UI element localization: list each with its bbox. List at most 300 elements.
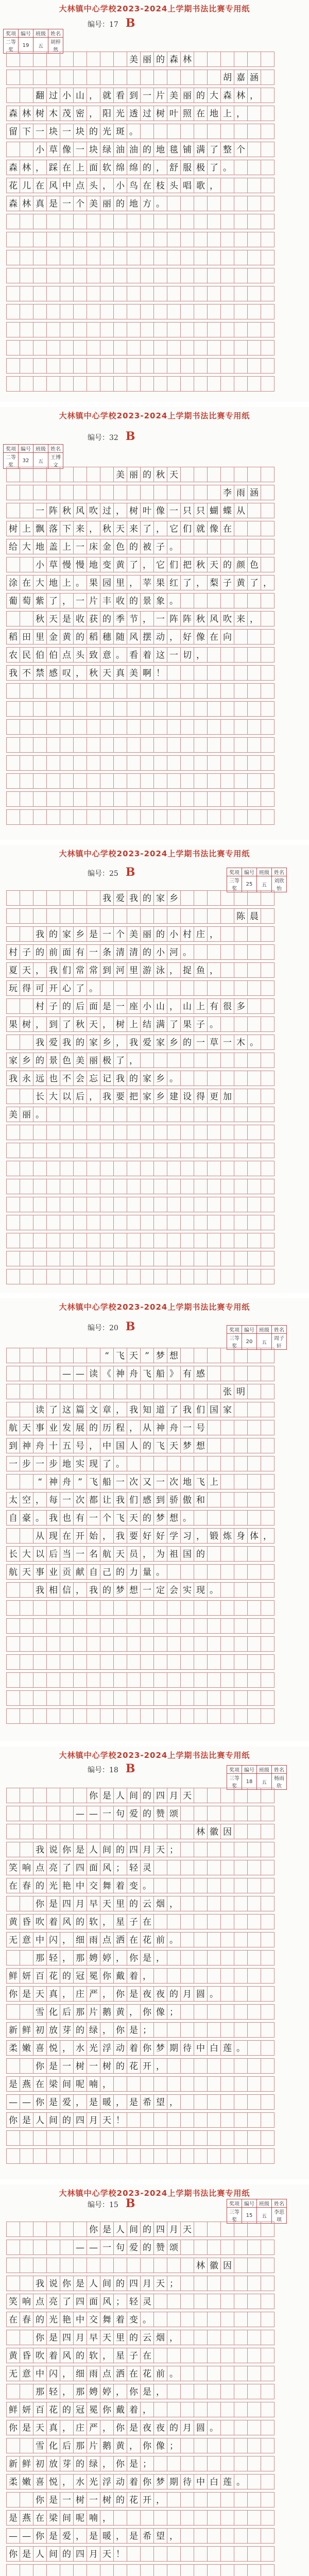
grid-cell: 绵 bbox=[127, 160, 141, 175]
grid-cell: 叶 bbox=[140, 503, 154, 518]
grid-cell bbox=[207, 737, 221, 753]
score-value: 李思琪 bbox=[272, 2208, 287, 2224]
grid-cell: 家 bbox=[140, 1089, 154, 1104]
grid-cell: 十 bbox=[46, 1438, 60, 1453]
grid-cell bbox=[180, 1600, 194, 1616]
grid-cell: ， bbox=[60, 1932, 74, 1947]
grid-cell bbox=[140, 214, 154, 229]
grid-cell: 小 bbox=[33, 557, 47, 572]
grid-cell: 芽 bbox=[60, 2456, 74, 2471]
grid-cell bbox=[194, 70, 208, 85]
grid-cell bbox=[247, 1438, 261, 1453]
grid-cell bbox=[220, 1071, 234, 1086]
grid-cell: 过 bbox=[100, 503, 114, 518]
grid-cell bbox=[247, 1366, 261, 1381]
grid-cell bbox=[87, 340, 100, 355]
grid-cell: 上 bbox=[60, 575, 74, 590]
grid-cell bbox=[234, 1950, 248, 1965]
grid-cell bbox=[20, 214, 33, 229]
grid-cell bbox=[220, 1654, 234, 1670]
grid-cell bbox=[247, 340, 261, 355]
grid-cell bbox=[33, 773, 47, 789]
grid-cell bbox=[220, 232, 234, 247]
grid-cell bbox=[220, 214, 234, 229]
grid-cell bbox=[73, 1618, 87, 1634]
grid-row bbox=[6, 2294, 274, 2309]
grid-cell bbox=[180, 1618, 194, 1634]
grid-cell bbox=[220, 2240, 234, 2255]
grid-cell: 头 bbox=[73, 647, 87, 663]
grid-cell bbox=[167, 250, 181, 265]
grid-cell: 赞 bbox=[153, 1806, 167, 1821]
grid-cell: 发 bbox=[60, 1420, 74, 1435]
grid-row bbox=[6, 1402, 274, 1417]
grid-cell: 燕 bbox=[20, 2076, 33, 2092]
grid-cell bbox=[194, 1233, 208, 1248]
grid-cell bbox=[261, 1053, 274, 1068]
grid-cell bbox=[234, 1860, 248, 1875]
grid-cell bbox=[194, 809, 208, 825]
grid-cell bbox=[234, 1932, 248, 1947]
grid-cell: 有 bbox=[207, 998, 221, 1014]
grid-cell bbox=[234, 1824, 248, 1839]
grid-cell: ； bbox=[167, 1842, 181, 1857]
grid-cell: 在 bbox=[33, 2076, 47, 2092]
grid-cell: 秋 bbox=[33, 611, 47, 626]
grid-cell: ， bbox=[73, 665, 87, 681]
grid-cell: 夜 bbox=[140, 2420, 154, 2435]
score-value: 杨雨欣 bbox=[272, 1774, 287, 1790]
grid-cell: 吹 bbox=[220, 611, 234, 626]
grid-cell: 间 bbox=[60, 2510, 74, 2526]
grid-cell bbox=[6, 557, 20, 572]
grid-cell: ， bbox=[60, 2474, 74, 2489]
grid-cell bbox=[194, 485, 208, 500]
grid-cell bbox=[46, 70, 60, 85]
grid-row bbox=[6, 2022, 274, 2038]
grid-cell: ， bbox=[140, 1546, 154, 1562]
grid-cell bbox=[247, 1824, 261, 1839]
score-header-row bbox=[227, 1766, 287, 1774]
grid-row bbox=[6, 719, 274, 735]
grid-cell: 子 bbox=[127, 1914, 141, 1929]
grid-cell bbox=[180, 2022, 194, 2038]
grid-cell bbox=[247, 2094, 261, 2110]
score-label: 奖项 bbox=[227, 2199, 242, 2208]
grid-cell bbox=[140, 1384, 154, 1399]
grid-cell: 看 bbox=[127, 647, 141, 663]
grid-cell: 的 bbox=[113, 2276, 127, 2291]
grid-cell: 美 bbox=[127, 665, 141, 681]
grid-cell: 是 bbox=[87, 926, 100, 942]
grid-cell bbox=[180, 683, 194, 699]
grid-cell bbox=[153, 2402, 167, 2417]
grid-row bbox=[6, 2564, 274, 2576]
grid-cell bbox=[261, 611, 274, 626]
grid-cell bbox=[20, 719, 33, 735]
grid-cell bbox=[60, 890, 74, 906]
grid-cell bbox=[73, 214, 87, 229]
grid-cell: 慢 bbox=[60, 557, 74, 572]
grid-cell bbox=[127, 1233, 141, 1248]
grid-row bbox=[6, 926, 274, 942]
grid-cell bbox=[127, 214, 141, 229]
grid-cell bbox=[207, 2004, 221, 2020]
grid-cell: 冕 bbox=[87, 2402, 100, 2417]
grid-cell: 在 bbox=[127, 2366, 141, 2381]
grid-row bbox=[6, 286, 274, 301]
grid-cell bbox=[247, 1914, 261, 1929]
grid-cell: 了 bbox=[140, 521, 154, 536]
grid-cell: 灵 bbox=[140, 2294, 154, 2309]
grid-cell bbox=[73, 2564, 87, 2576]
grid-cell bbox=[140, 1654, 154, 1670]
grid-cell bbox=[194, 1107, 208, 1122]
grid-cell: 历 bbox=[100, 1420, 114, 1435]
grid-cell: 鲜 bbox=[20, 2456, 33, 2471]
grid-cell: 感 bbox=[194, 1366, 208, 1381]
grid-cell: 百 bbox=[33, 2402, 47, 2417]
grid-cell bbox=[234, 1071, 248, 1086]
grid-cell bbox=[220, 2058, 234, 2074]
grid-row bbox=[6, 160, 274, 175]
grid-cell: 的 bbox=[100, 1582, 114, 1598]
grid-cell bbox=[261, 719, 274, 735]
grid-cell: 美 bbox=[87, 196, 100, 211]
grid-cell: 阵 bbox=[180, 611, 194, 626]
grid-cell bbox=[261, 1348, 274, 1363]
grid-cell: 大 bbox=[46, 1089, 60, 1104]
grid-cell: ” bbox=[140, 1348, 154, 1363]
grid-cell: 。 bbox=[220, 160, 234, 175]
grid-cell: 伯 bbox=[46, 647, 60, 663]
grid-cell bbox=[60, 1618, 74, 1634]
grid-cell: — bbox=[20, 2528, 33, 2544]
grid-cell bbox=[73, 1143, 87, 1158]
grid-cell bbox=[113, 1269, 127, 1284]
grid-cell: 的 bbox=[140, 467, 154, 482]
grid-cell: — bbox=[87, 2240, 100, 2255]
grid-cell bbox=[234, 1053, 248, 1068]
grid-cell bbox=[87, 250, 100, 265]
grid-cell bbox=[180, 539, 194, 554]
grid-cell bbox=[73, 1197, 87, 1212]
grid-cell bbox=[234, 340, 248, 355]
grid-cell: 变 bbox=[127, 1878, 141, 1893]
grid-cell: 真 bbox=[113, 665, 127, 681]
score-box bbox=[3, 444, 63, 469]
grid-cell: 体 bbox=[247, 1528, 261, 1544]
grid-cell bbox=[247, 521, 261, 536]
grid-cell: 中 bbox=[33, 2366, 47, 2381]
grade-mark: B bbox=[125, 430, 135, 443]
grid-cell bbox=[207, 1654, 221, 1670]
grid-cell bbox=[6, 503, 20, 518]
grid-cell: 着 bbox=[127, 1968, 141, 1984]
grid-cell: 一 bbox=[100, 2240, 114, 2255]
grid-cell bbox=[180, 2240, 194, 2255]
grid-cell: 绵 bbox=[113, 160, 127, 175]
grid-cell bbox=[220, 980, 234, 996]
grid-cell bbox=[220, 1582, 234, 1598]
grid-cell bbox=[247, 232, 261, 247]
grid-cell bbox=[167, 1251, 181, 1266]
grid-cell bbox=[180, 1708, 194, 1724]
grid-cell bbox=[87, 1233, 100, 1248]
grid-cell bbox=[247, 286, 261, 301]
grid-cell bbox=[113, 2564, 127, 2576]
grid-row bbox=[6, 593, 274, 608]
grid-cell bbox=[247, 1089, 261, 1104]
grid-cell: 梦 bbox=[153, 2040, 167, 2056]
grid-cell bbox=[194, 1456, 208, 1471]
grid-cell bbox=[100, 1618, 114, 1634]
grid-cell: ， bbox=[140, 557, 154, 572]
grid-cell: 学 bbox=[167, 1528, 181, 1544]
grid-cell bbox=[20, 1600, 33, 1616]
grid-cell: 颂 bbox=[167, 2240, 181, 2255]
grid-cell bbox=[207, 1510, 221, 1526]
score-box bbox=[227, 1325, 287, 1350]
grid-cell: 点 bbox=[33, 2294, 47, 2309]
grid-cell: 国 bbox=[113, 1438, 127, 1453]
grid-cell: 的 bbox=[100, 611, 114, 626]
grid-cell: 面 bbox=[87, 1860, 100, 1875]
grid-cell: 收 bbox=[113, 593, 127, 608]
grid-cell bbox=[127, 2510, 141, 2526]
grid-cell bbox=[261, 196, 274, 211]
grid-cell bbox=[87, 1269, 100, 1284]
grid-cell bbox=[234, 1546, 248, 1562]
grid-cell bbox=[261, 2094, 274, 2110]
grid-cell: 乡 bbox=[73, 926, 87, 942]
grid-cell bbox=[100, 70, 114, 85]
grid-cell: 你 bbox=[87, 2222, 100, 2237]
grid-cell bbox=[87, 214, 100, 229]
grid-cell: 以 bbox=[60, 1089, 74, 1104]
grid-cell bbox=[60, 358, 74, 374]
grid-cell: ， bbox=[33, 962, 47, 978]
grid-cell bbox=[127, 719, 141, 735]
grid-cell: 你 bbox=[100, 2402, 114, 2417]
grid-cell bbox=[261, 70, 274, 85]
grid-cell bbox=[247, 1600, 261, 1616]
grid-cell: 秋 bbox=[153, 467, 167, 482]
grid-cell: 一 bbox=[113, 1474, 127, 1489]
grid-cell: 要 bbox=[113, 1089, 127, 1104]
grid-cell: 红 bbox=[167, 575, 181, 590]
grid-cell: ， bbox=[87, 1089, 100, 1104]
grid-cell: ， bbox=[167, 629, 181, 645]
grid-cell bbox=[6, 1824, 20, 1839]
grid-cell bbox=[247, 1672, 261, 1688]
grid-cell bbox=[153, 1125, 167, 1140]
grid-cell bbox=[100, 737, 114, 753]
grid-cell bbox=[6, 737, 20, 753]
grid-cell bbox=[167, 214, 181, 229]
sheet-title: 大林镇中心学校2023-2024上学期书法比赛专用纸 bbox=[59, 2189, 250, 2198]
grid-cell: 大 bbox=[207, 88, 221, 103]
grid-cell: 得 bbox=[194, 1089, 208, 1104]
grid-cell bbox=[220, 1878, 234, 1893]
grid-cell: 。 bbox=[207, 1986, 221, 2002]
grid-cell: 光 bbox=[87, 2040, 100, 2056]
grid-cell: 留 bbox=[6, 124, 20, 139]
grid-row bbox=[6, 376, 274, 392]
grid-cell bbox=[20, 304, 33, 319]
grid-cell: 家 bbox=[153, 1035, 167, 1050]
grid-cell: ， bbox=[60, 593, 74, 608]
grid-cell bbox=[100, 1690, 114, 1706]
grid-cell bbox=[100, 52, 114, 67]
grid-cell: 的 bbox=[113, 1842, 127, 1857]
grid-cell bbox=[220, 1618, 234, 1634]
grid-cell: 面 bbox=[87, 998, 100, 1014]
grid-cell bbox=[261, 1564, 274, 1580]
grid-cell bbox=[87, 1824, 100, 1839]
grid-cell: 丽 bbox=[140, 926, 154, 942]
grid-cell bbox=[167, 1654, 181, 1670]
grid-cell bbox=[167, 340, 181, 355]
grid-cell: 文 bbox=[87, 1402, 100, 1417]
grid-cell bbox=[194, 268, 208, 283]
grid-cell bbox=[180, 719, 194, 735]
grid-cell bbox=[207, 1672, 221, 1688]
grid-row bbox=[6, 2330, 274, 2345]
grid-row bbox=[6, 467, 274, 482]
grid-cell: 山 bbox=[153, 998, 167, 1014]
grid-cell bbox=[113, 340, 127, 355]
grid-cell bbox=[87, 719, 100, 735]
grid-cell: 秋 bbox=[87, 665, 100, 681]
grid-cell bbox=[33, 791, 47, 807]
grid-cell bbox=[220, 1600, 234, 1616]
grid-cell: 下 bbox=[20, 124, 33, 139]
grid-cell bbox=[33, 1708, 47, 1724]
grid-cell bbox=[167, 358, 181, 374]
grid-cell bbox=[247, 1618, 261, 1634]
grid-cell: 了 bbox=[207, 142, 221, 157]
grid-cell: 地 bbox=[33, 539, 47, 554]
score-value: 20 bbox=[242, 1334, 257, 1350]
grid-cell: 长 bbox=[6, 1546, 20, 1562]
grid-cell bbox=[194, 1860, 208, 1875]
grid-cell: ， bbox=[87, 521, 100, 536]
grid-cell bbox=[207, 647, 221, 663]
grid-cell bbox=[100, 1197, 114, 1212]
grid-cell bbox=[60, 2130, 74, 2146]
grid-cell: 浮 bbox=[100, 2474, 114, 2489]
grid-cell bbox=[46, 2564, 60, 2576]
grid-cell bbox=[261, 142, 274, 157]
grid-cell: 面 bbox=[87, 2294, 100, 2309]
grid-row bbox=[6, 944, 274, 960]
grid-cell: 妍 bbox=[20, 1968, 33, 1984]
grid-cell: ， bbox=[33, 1492, 47, 1507]
grid-cell bbox=[234, 719, 248, 735]
grid-cell: 燕 bbox=[20, 2510, 33, 2526]
grid-cell bbox=[167, 2076, 181, 2092]
grid-cell bbox=[194, 1143, 208, 1158]
grid-cell: ， bbox=[194, 575, 208, 590]
grid-cell bbox=[207, 2366, 221, 2381]
grid-cell bbox=[180, 1197, 194, 1212]
score-value: 周子轩 bbox=[272, 1334, 287, 1350]
grid-cell bbox=[247, 665, 261, 681]
score-value-row bbox=[4, 453, 63, 469]
grid-row bbox=[6, 1860, 274, 1875]
grid-cell: 上 bbox=[220, 106, 234, 121]
grid-cell: 我 bbox=[6, 665, 20, 681]
grid-cell bbox=[261, 1402, 274, 1417]
grid-cell bbox=[207, 1932, 221, 1947]
grid-cell bbox=[261, 665, 274, 681]
grid-cell bbox=[207, 1636, 221, 1652]
grid-cell bbox=[247, 1179, 261, 1194]
grid-cell: 了 bbox=[46, 1402, 60, 1417]
grid-cell bbox=[234, 178, 248, 193]
grid-cell bbox=[220, 2492, 234, 2507]
grid-cell: 蝴 bbox=[207, 503, 221, 518]
grid-cell: 座 bbox=[127, 998, 141, 1014]
grid-cell bbox=[73, 340, 87, 355]
grid-cell: 树 bbox=[153, 106, 167, 121]
grid-cell bbox=[33, 286, 47, 301]
grid-cell: 很 bbox=[220, 998, 234, 1014]
grid-cell: ， bbox=[140, 611, 154, 626]
grid-cell: 以 bbox=[33, 1546, 47, 1562]
grid-cell bbox=[194, 2294, 208, 2309]
grid-cell bbox=[207, 890, 221, 906]
grid-cell bbox=[180, 1251, 194, 1266]
grid-cell bbox=[153, 286, 167, 301]
grid-row bbox=[6, 1528, 274, 1544]
grid-cell: 暖 bbox=[100, 2528, 114, 2544]
grid-cell bbox=[180, 1806, 194, 1821]
grid-cell: 期 bbox=[167, 2474, 181, 2489]
grid-cell bbox=[194, 2004, 208, 2020]
grid-cell: 的 bbox=[153, 52, 167, 67]
grid-cell: 嫩 bbox=[20, 2474, 33, 2489]
grid-cell bbox=[6, 1233, 20, 1248]
grid-cell bbox=[6, 683, 20, 699]
grid-cell bbox=[33, 485, 47, 500]
grid-cell bbox=[167, 286, 181, 301]
grid-cell bbox=[46, 890, 60, 906]
grid-cell bbox=[20, 557, 33, 572]
grid-cell: 从 bbox=[33, 1528, 47, 1544]
grid-cell bbox=[87, 1125, 100, 1140]
grid-cell: 摆 bbox=[140, 629, 154, 645]
grid-cell bbox=[140, 791, 154, 807]
grid-cell bbox=[234, 683, 248, 699]
grid-cell: 中 bbox=[60, 178, 74, 193]
grid-cell: 篇 bbox=[73, 1402, 87, 1417]
grid-cell bbox=[140, 1672, 154, 1688]
grid-cell bbox=[234, 1618, 248, 1634]
grid-cell: 轻 bbox=[46, 2384, 60, 2399]
grid-cell bbox=[20, 340, 33, 355]
grid-cell: 让 bbox=[100, 1492, 114, 1507]
grid-cell: ， bbox=[167, 998, 181, 1014]
grid-cell bbox=[153, 2564, 167, 2576]
grid-cell bbox=[6, 358, 20, 374]
grid-cell bbox=[46, 2148, 60, 2164]
grid-row bbox=[6, 1510, 274, 1526]
grid-cell bbox=[194, 719, 208, 735]
grid-cell bbox=[33, 2130, 47, 2146]
grid-cell: 树 bbox=[100, 2492, 114, 2507]
